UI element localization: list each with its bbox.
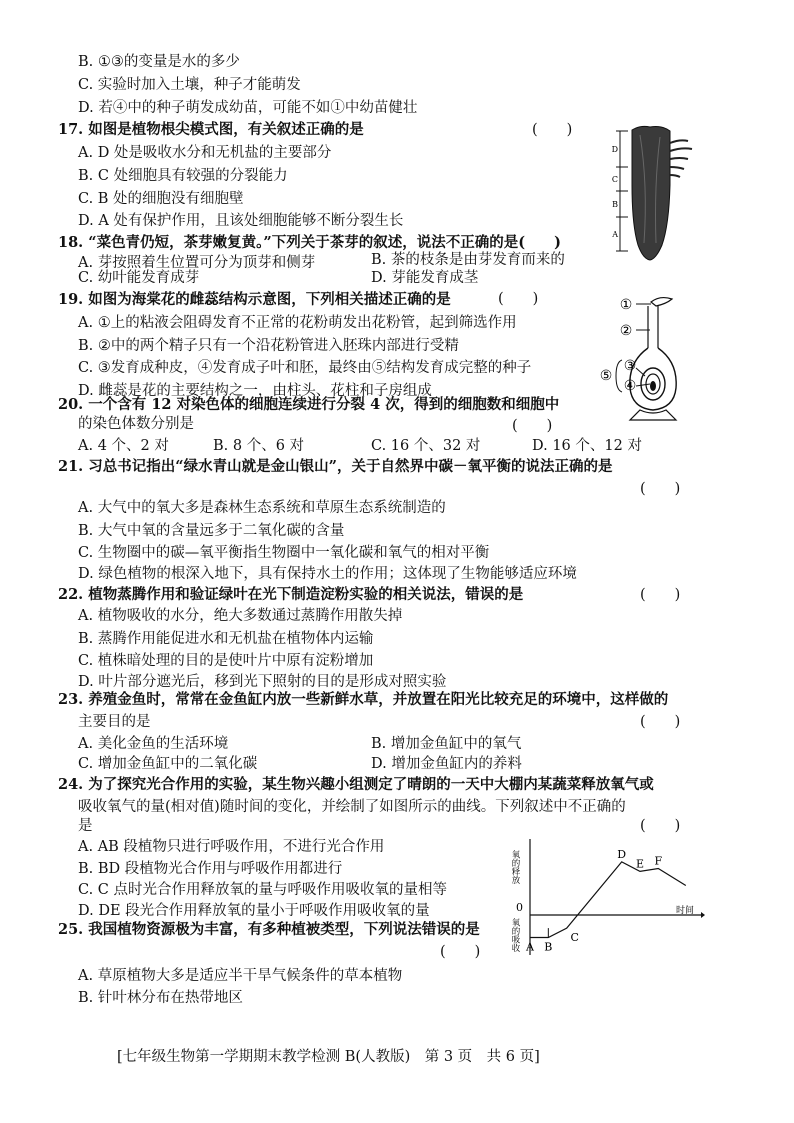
- q23-option-d: D. 增加金鱼缸内的养料: [371, 756, 522, 772]
- q23-option-b: B. 增加金鱼缸中的氧气: [371, 736, 522, 752]
- pistil-label-4: ④: [623, 378, 637, 394]
- pistil-figure: [596, 290, 700, 430]
- q20-option-d: D. 16 个、12 对: [532, 438, 642, 454]
- root-tip-figure: [604, 125, 700, 265]
- q22-answer-paren: ( ): [640, 587, 681, 603]
- q19-stem: 19. 如图为海棠花的雌蕊结构示意图，下列相关描述正确的是: [58, 291, 451, 308]
- q23-stem-line1: 23. 养殖金鱼时，常常在金鱼缸内放一些新鲜水草，并放置在阳光比较充足的环境中，这样做的: [58, 691, 669, 708]
- q22-option-b: B. 蒸腾作用能促进水和无机盐在植物体内运输: [78, 631, 374, 647]
- chart-point-label-a: A: [526, 940, 534, 954]
- q20-stem-line1: 20. 一个含有 12 对染色体的细胞连续进行分裂 4 次，得到的细胞数和细胞中: [58, 396, 560, 413]
- page-footer: [七年级生物第一学期期末教学检测 B(人教版) 第 3 页 共 6 页]: [117, 1049, 540, 1065]
- q21-option-a: A. 大气中的氧大多是森林生态系统和草原生态系统制造的: [78, 500, 446, 516]
- q17-option-d: D. A 处有保护作用，且该处细胞能够不断分裂生长: [78, 213, 404, 229]
- q18-option-b: B. 茶的枝条是由芽发育而来的: [371, 252, 565, 268]
- chart-zero-label: 0: [516, 901, 523, 914]
- q21-option-b: B. 大气中氧的含量远多于二氧化碳的含量: [78, 523, 345, 539]
- q19-answer-paren: ( ): [498, 291, 539, 307]
- chart-series-line: [530, 862, 686, 938]
- q17-option-c: C. B 处的细胞没有细胞壁: [78, 191, 244, 207]
- q18-option-c: C. 幼叶能发育成芽: [78, 270, 200, 286]
- q20-option-b: B. 8 个、6 对: [213, 438, 305, 454]
- chart-x-arrow: [701, 912, 705, 918]
- q22-option-d: D. 叶片部分遮光后，移到光下照射的目的是形成对照实验: [78, 674, 447, 690]
- root-label-b: B: [612, 200, 618, 209]
- q19-option-d: D. 雌蕊是花的主要结构之一，由柱头、花柱和子房组成: [78, 383, 432, 399]
- q17-stem: 17. 如图是植物根尖模式图，有关叙述正确的是: [58, 121, 364, 138]
- q25-option-a: A. 草原植物大多是适应半干旱气候条件的草本植物: [78, 968, 403, 984]
- q16-option-b: B. ①③的变量是水的多少: [78, 54, 240, 70]
- chart-ylabel-top: 氧的释放: [510, 850, 520, 884]
- q24-option-c: C. C 点时光合作用释放氧的量与呼吸作用吸收氧的量相等: [78, 882, 447, 898]
- q22-option-a: A. 植物吸收的水分，绝大多数通过蒸腾作用散失掉: [78, 608, 403, 624]
- q25-answer-paren: ( ): [440, 944, 481, 960]
- q17-option-b: B. C 处细胞具有较强的分裂能力: [78, 168, 288, 184]
- root-label-a: A: [612, 230, 618, 239]
- q23-option-c: C. 增加金鱼缸中的二氧化碳: [78, 756, 258, 772]
- q19-option-c: C. ③发育成种皮，④发育成子叶和胚，最终由⑤结构发育成完整的种子: [78, 360, 532, 376]
- q17-answer-paren: ( ): [532, 122, 573, 138]
- q16-option-d: D. 若④中的种子萌发成幼苗，可能不如①中幼苗健壮: [78, 100, 418, 116]
- q20-stem-line2: 的染色体数分别是: [78, 416, 194, 432]
- q18-stem: 18. “菜色青仍短，茶芽嫩复黄。”下列关于茶芽的叙述，说法不正确的是( ): [58, 234, 561, 251]
- q21-option-d: D. 绿色植物的根深入地下，具有保持水土的作用；这体现了生物能够适应环境: [78, 566, 577, 582]
- chart-ylabel-bottom: 氧的吸收: [510, 918, 520, 952]
- chart-point-label-d: D: [617, 847, 627, 861]
- q20-answer-paren: ( ): [512, 418, 553, 434]
- q24-stem-line3: 是: [78, 818, 93, 834]
- pistil-label-1: ①: [619, 297, 633, 313]
- pistil-label-5: ⑤: [599, 368, 613, 384]
- chart-point-label-b: B: [544, 940, 553, 954]
- q19-option-b: B. ②中的两个精子只有一个沿花粉管进入胚珠内部进行受精: [78, 338, 459, 354]
- q21-option-c: C. 生物圈中的碳—氧平衡指生物圈中一氧化碳和氧气的相对平衡: [78, 545, 490, 561]
- root-label-d: D: [611, 145, 618, 154]
- q23-option-a: A. 美化金鱼的生活环境: [78, 736, 229, 752]
- q24-option-b: B. BD 段植物光合作用与呼吸作用都进行: [78, 861, 343, 877]
- q23-answer-paren: ( ): [640, 714, 681, 730]
- chart-x-label: 时间: [675, 906, 695, 916]
- q25-stem: 25. 我国植物资源极为丰富，有多种植被类型，下列说法错误的是: [58, 921, 480, 938]
- q21-stem: 21. 习总书记指出“绿水青山就是金山银山”，关于自然界中碳－氧平衡的说法正确的是: [58, 458, 613, 475]
- q23-stem-line2: 主要目的是: [78, 714, 151, 730]
- chart-point-label-c: C: [570, 931, 579, 945]
- q18-option-d: D. 芽能发育成茎: [371, 270, 479, 286]
- q20-option-a: A. 4 个、2 对: [78, 438, 169, 454]
- q18-option-a: A. 芽按照着生位置可分为顶芽和侧芽: [78, 255, 316, 271]
- q21-answer-paren: ( ): [640, 481, 681, 497]
- q24-option-a: A. AB 段植物只进行呼吸作用，不进行光合作用: [78, 839, 385, 855]
- chart-point-label-e: E: [635, 857, 645, 871]
- chart-point-label-f: F: [654, 854, 663, 868]
- q22-option-c: C. 植株暗处理的目的是使叶片中原有淀粉增加: [78, 653, 374, 669]
- q24-answer-paren: ( ): [640, 818, 681, 834]
- pistil-label-2: ②: [619, 323, 633, 339]
- q24-stem-line1: 24. 为了探究光合作用的实验，某生物兴趣小组测定了晴朗的一天中大棚内某蔬菜释放氧气或: [58, 776, 654, 793]
- oxygen-curve-chart: [505, 835, 705, 965]
- q17-option-a: A. D 处是吸收水分和无机盐的主要部分: [78, 145, 332, 161]
- q25-option-b: B. 针叶林分布在热带地区: [78, 990, 243, 1006]
- pistil-label-3: ③: [623, 358, 637, 374]
- root-label-c: C: [611, 175, 618, 184]
- q16-option-c: C. 实验时加入土壤，种子才能萌发: [78, 77, 301, 93]
- q24-stem-line2: 吸收氧气的量(相对值)随时间的变化，并绘制了如图所示的曲线。下列叙述中不正确的: [78, 799, 626, 815]
- q20-option-c: C. 16 个、32 对: [371, 438, 481, 454]
- q19-option-a: A. ①上的粘液会阻碍发育不正常的花粉萌发出花粉管，起到筛选作用: [78, 315, 517, 331]
- q22-stem: 22. 植物蒸腾作用和验证绿叶在光下制造淀粉实验的相关说法，错误的是: [58, 586, 524, 603]
- q24-option-d: D. DE 段光合作用释放氧的量小于呼吸作用吸收氧的量: [78, 903, 430, 919]
